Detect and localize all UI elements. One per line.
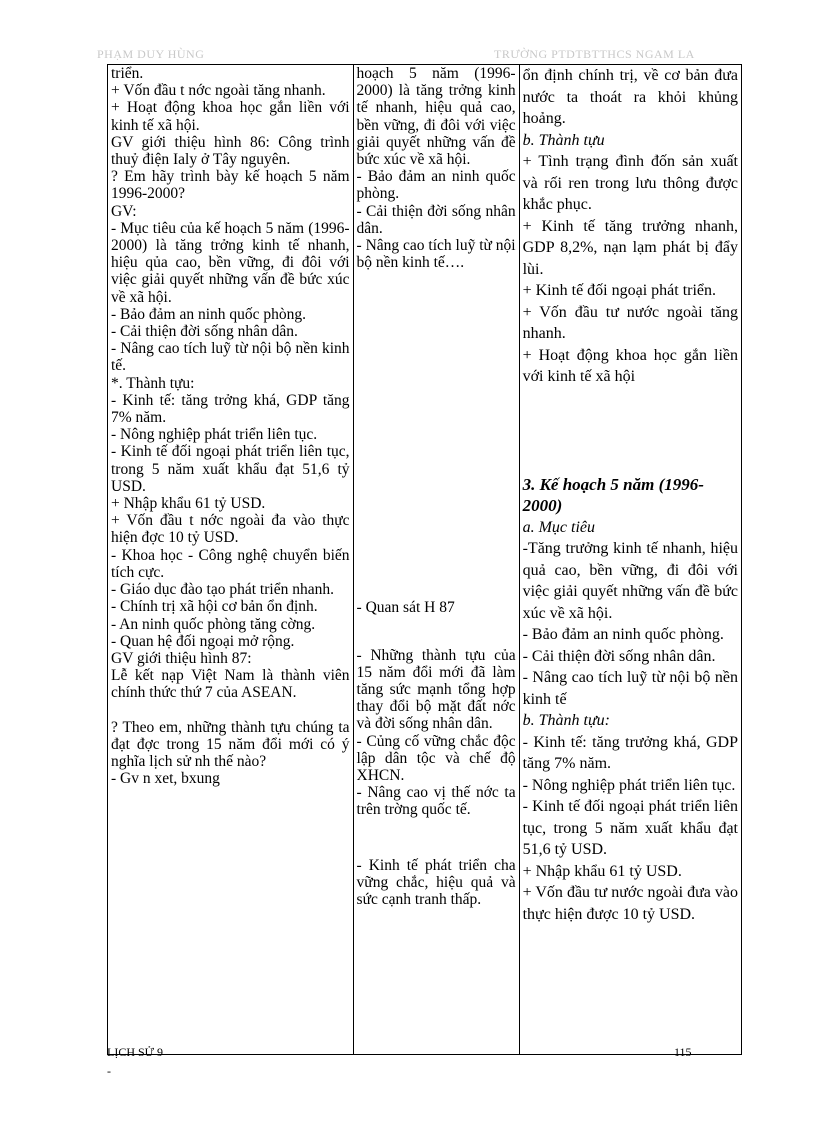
col3-spacer <box>523 388 738 474</box>
col3-low-line: + Nhập khẩu 61 tỷ USD. <box>522 862 682 880</box>
col2-bottom-line: - Kinh tế phát triển cha vững chắc, hiệu quả và sức cạnh tranh thấp. <box>356 856 516 909</box>
col2-top-line: hoạch 5 năm (1996-2000) là tăng trởng kinh tế nhanh, hiệu quả cao, bền vững, đi đôi với việc giải quyết những vấn đề bức xúc về xã hội. <box>356 65 516 169</box>
col1-line: GV giới thiệu hình 87: <box>111 649 252 667</box>
col3-mid-line: - Cải thiện đời sống nhân dân. <box>522 647 716 665</box>
col1-line: - Khoa học - Công nghệ chuyển biến tích cực. <box>111 546 350 581</box>
student-column <box>353 65 519 1055</box>
col1-line: + Vốn đầu t nớc ngoài đa vào thực hiện đợc 10 tỷ USD. <box>111 512 350 547</box>
col2-top-lines <box>357 65 516 271</box>
col1-line: - Quan hệ đối ngoại mở rộng. <box>111 632 295 650</box>
col3-top-line: ổn định chính trị, về cơ bản đưa nước ta thoát ra khỏi khủng hoảng. <box>522 67 738 127</box>
col2-top-line: - Nâng cao tích luỹ từ nội bộ nền kinh tế…. <box>356 237 516 272</box>
col1-line: GV: <box>111 202 137 220</box>
col1-line: GV giới thiệu hình 86: Công trình thuỷ điện Ialy ở Tây nguyên. <box>111 133 350 169</box>
col2-top-line: - Cải thiện đời sống nhân dân. <box>356 202 516 237</box>
col3-section-heading: 3. Kế hoạch 5 năm (1996-2000) <box>522 474 704 515</box>
col1-line: + Vốn đầu t nớc ngoài tăng nhanh. <box>111 82 326 100</box>
col3-low-line: + Vốn đầu tư nước ngoài đưa vào thực hiện được 10 tỷ USD. <box>522 884 738 923</box>
col2-spacer-2 <box>357 617 516 647</box>
col1-line: - Giáo dục đào tạo phát triển nhanh. <box>111 581 334 599</box>
col1-line: - Kinh tế đối ngoại phát triển liên tục, trong 5 năm xuất khẩu đạt 51,6 tỷ USD. <box>111 443 350 495</box>
col3-low-lines <box>523 732 738 926</box>
col1-line <box>111 702 350 719</box>
col3-low-line: - Kinh tế: tăng trưởng khá, GDP tăng 7% năm. <box>522 733 738 772</box>
col1-line: - An ninh quốc phòng tăng cờng. <box>111 615 316 633</box>
col3-top2-line: + Hoạt động khoa học gắn liền với kinh tế xã hội <box>522 346 738 385</box>
col1-line: *. Thành tựu: <box>111 374 195 392</box>
col3-top2-lines <box>523 151 738 388</box>
col2-bottom-lines <box>357 857 516 909</box>
col1-line: + Nhập khẩu 61 tỷ USD. <box>111 495 266 513</box>
col3-achievements-label: b. Thành tựu <box>522 131 605 149</box>
col2-low-line: - Củng cố vững chắc độc lập dân tộc và chế độ XHCN. <box>356 732 516 785</box>
col2-low-lines <box>357 647 516 819</box>
col3-top2-line: + Vốn đầu tư nước ngoài tăng nhanh. <box>522 303 738 342</box>
col3-top2-line: + Tình trạng đình đốn sản xuất và rối ren trong lưu thông được khắc phục. <box>522 153 738 213</box>
col1-lines <box>111 65 350 787</box>
col2-spacer-3 <box>357 819 516 857</box>
teacher-column <box>108 65 354 1055</box>
col3-mid-line: - Bảo đảm an ninh quốc phòng. <box>522 626 724 643</box>
lesson-table <box>107 64 742 1055</box>
col2-mid-line: - Quan sát H 87 <box>356 599 455 617</box>
col1-line: - Nông nghiệp phát triển liên tục. <box>111 426 318 444</box>
col2-spacer-1 <box>357 271 516 599</box>
header-school: TRƯỜNG PTDTBTTHCS NGAM LA <box>494 47 695 61</box>
col1-line: ? Em hãy trình bày kế hoạch 5 năm 1996-2000? <box>111 168 350 203</box>
col3-achievements-label-2: b. Thành tựu: <box>522 712 610 729</box>
col1-line: - Chính trị xã hội cơ bản ổn định. <box>111 598 318 616</box>
col3-mid-line: - Nâng cao tích luỹ từ nội bộ nền kinh tế <box>522 669 738 708</box>
footer-dash: - <box>107 1064 111 1078</box>
header-author: PHẠM DUY HÙNG <box>97 47 205 61</box>
col3-top-lines <box>523 65 738 130</box>
col3-mid-lines <box>523 538 738 710</box>
col3-low-line: - Kinh tế đối ngoại phát triển liên tục, trong 5 năm xuất khẩu đạt 51,6 tỷ USD. <box>522 798 738 858</box>
col1-line: Lễ kết nạp Việt Nam là thành viên chính thức thứ 7 của ASEAN. <box>111 667 350 702</box>
col3-top2-line: + Kinh tế tăng trưởng nhanh, GDP 8,2%, nạn lạm phát bị đẩy lùi. <box>522 217 738 278</box>
col1-line: ? Theo em, những thành tựu chúng ta đạt đợc trong 15 năm đổi mới có ý nghĩa lịch sử nh thế nào? <box>111 718 350 770</box>
content-column <box>519 65 741 1055</box>
col3-mid-line: -Tăng trưởng kinh tế nhanh, hiệu quả cao, bền vững, đi đôi với việc giải quyết những vấn đề bức xúc về xã hội. <box>522 540 738 622</box>
col1-line: - Mục tiêu của kế hoạch 5 năm (1996-2000) là tăng trởng kinh tế nhanh, hiệu qủa cao, bền vững, đi đôi với việc giải quyết những vấn đề bức xúc về xã hội. <box>111 219 350 306</box>
col1-line: - Kinh tế: tăng trởng khá, GDP tăng 7% năm. <box>111 391 350 427</box>
col1-line: + Hoạt động khoa học gắn liền với kinh tế xã hội. <box>111 99 350 134</box>
col3-low-line: - Nông nghiệp phát triển liên tục. <box>522 776 736 794</box>
footer-subject: LỊCH SỬ 9 <box>107 1045 163 1059</box>
col2-top-line: - Bảo đảm an ninh quốc phòng. <box>356 168 516 203</box>
col3-top2-line: + Kinh tế đối ngoại phát triển. <box>522 282 717 299</box>
col1-line: - Bảo đảm an ninh quốc phòng. <box>111 305 307 323</box>
col1-line: - Nâng cao tích luỹ từ nội bộ nền kinh tế. <box>111 340 350 375</box>
col1-line: triển. <box>111 65 144 82</box>
col1-line: - Gv n xet, bxung <box>111 770 220 788</box>
footer-page-number: 115 <box>674 1045 692 1059</box>
col2-low-line: - Nâng cao vị thế nớc ta trên trờng quốc tế. <box>356 784 516 819</box>
col2-low-line: - Những thành tựu của 15 năm đổi mới đã làm tăng sức mạnh tổng hợp thay đổi bộ mặt đất nớc và đời sống nhân dân. <box>356 646 516 733</box>
col3-goals-label: a. Mục tiêu <box>522 518 596 536</box>
col2-mid-lines <box>357 599 516 616</box>
col1-line: - Cải thiện đời sống nhân dân. <box>111 323 298 341</box>
